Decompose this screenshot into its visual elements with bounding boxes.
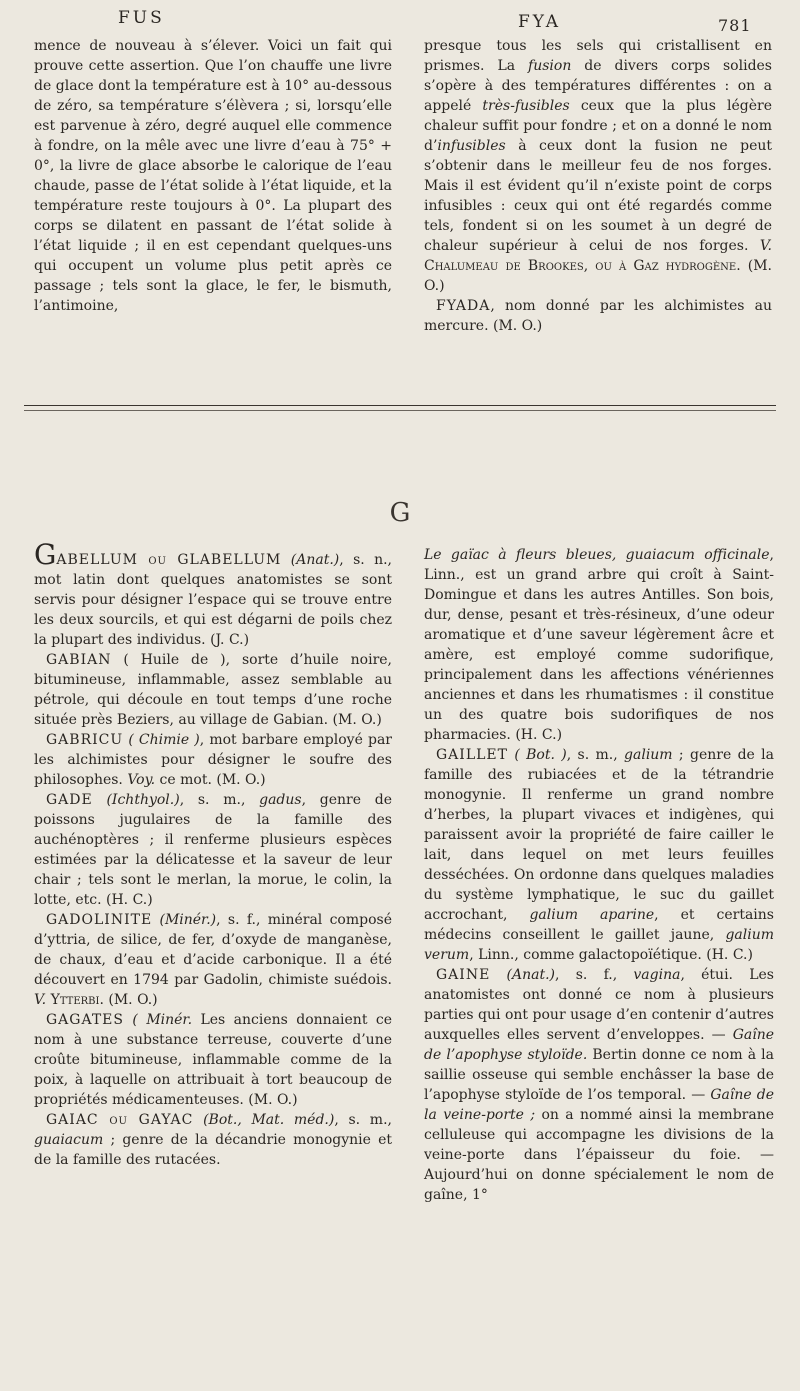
cross-reference: V.	[34, 992, 47, 1008]
entry-text: on a nommé ainsi la membrane celluleuse qui accompagne les divisions de la veine-porte dans l’épaisseur du foie. — Aujourd’hui on donne spécialement le nom de gaîne, 1°	[424, 1107, 774, 1203]
entry-text: , étui. Les anatomistes ont donné ce nom à plusieurs parties qui ont pour usage d’en contenir d’autres auxquelles elles servent d’enveloppes. —	[424, 967, 774, 1043]
text-run: Chalumeau de Brookes, ou à Gaz hydrogène. (M. O.)	[424, 258, 772, 294]
running-header-right	[400, 6, 800, 35]
latin-name: vagina	[633, 967, 681, 983]
text-run: ceux que la plus légère chaleur suffit pour fondre ; et on a donné le nom d’	[424, 98, 772, 154]
latin-name: galium	[624, 747, 673, 763]
entry-headword: GAILLET	[436, 747, 508, 763]
entry-text: , s. f.,	[555, 967, 634, 983]
top-right-column	[424, 36, 772, 336]
entry-text: , s. m.,	[334, 1112, 392, 1128]
entry-gaillet	[424, 745, 774, 965]
entry-text: ( Huile de ), sorte d’huile noire, bitumineuse, inflammable, assez semblable au pétrole, qui découle en tout temps d’une roche située près Beziers, au village de Gabian. (M. O.)	[34, 652, 392, 728]
entry-text: , mot barbare employé par les alchimistes pour désigner le soufre des philosophes.	[34, 732, 392, 788]
entry-text: Bertin donne ce nom à la saillie osseuse qui semble enchâsser la base de l’apophyse styloïde de l’os temporal. —	[424, 1047, 774, 1103]
entry-text: ; genre de la décandrie monogynie et de la famille des rutacées.	[34, 1132, 392, 1168]
entry-text: , genre de poissons jugulaires de la famille des auchénoptères ; il renferme plusieurs espèces estimées par la délicatesse et la saveur de leur chair ; tels sont le merlan, la morue, le colin, la lotte, etc. (H. C.)	[34, 792, 392, 908]
entry-domain: (Minér.)	[159, 912, 217, 928]
text-run: de divers corps solides s’opère à des températures différentes : on a appelé	[424, 58, 772, 114]
entry-gade	[34, 790, 392, 910]
italic-term: Le gaïac à fleurs bleues, guaiacum officinale	[424, 547, 770, 563]
entry-headword: GABRICU	[46, 732, 124, 748]
latin-name: guaiacum	[34, 1132, 104, 1148]
latin-name: galium aparine	[529, 907, 655, 923]
entry-domain: (Anat.)	[506, 967, 556, 983]
cross-reference: Voy.	[127, 772, 156, 788]
drop-initial: G	[34, 538, 57, 571]
italic-term: Gaîne de l’apophyse styloïde.	[424, 1027, 774, 1063]
entry-domain: ( Minér.	[132, 1012, 193, 1028]
latin-name: galium verum	[424, 927, 774, 963]
entry-gabellum	[34, 538, 392, 650]
entry-text: , s. f., minéral composé d’yttria, de silice, de fer, d’oxyde de manganèse, de chaux, d’eau et d’acide carbonique. Il a été découvert en 1794 par Gadolin, chimiste suédois.	[34, 912, 392, 988]
fusion-continuation-paragraph: mence de nouveau à s’élever. Voici un fait qui prouve cette assertion. Que l’on chauffe une livre de glace dont la température est à 10° au-dessous de zéro, sa température s’élèvera ; si, lorsqu’elle est parvenue à zéro, degré auquel elle commence à fondre, on la mêle avec une livre d’eau à 75° + 0°, la livre de glace absorbe le calorique de l’eau chaude, passe de l’état solide à l’état liquide, et la température reste toujours à 0°. La plupart des corps se dilatent en passant de l’état solide à l’état liquide ; il en est cependant quelques-uns qui occupent un volume plus petit après ce passage ; tels sont la glace, le fer, le bismuth, l’antimoine,	[34, 38, 392, 314]
bottom-left-column	[34, 538, 393, 1170]
entry-text: , nom donné par les alchimistes au mercure. (M. O.)	[424, 298, 772, 334]
right-header-title: FYA	[518, 12, 561, 32]
entry-text: , s. m.,	[179, 792, 260, 808]
entry-gaine	[424, 965, 774, 1205]
entry-text: , Linn., est un grand arbre qui croît à Saint-Domingue et dans les autres Antilles. Son bois, dur, dense, pesant et très-résineux, d’une odeur aromatique et d’une saveur légèrement âcre et amère, est employé comme sudorifique, principalement dans les affections vénériennes anciennes et dans les rhumatismes : il constitue un des quatre bois sudorifiques de nos pharmacies. (H. C.)	[424, 547, 774, 743]
page-number: 781	[718, 16, 752, 35]
entry-headword: GAGATES	[46, 1012, 124, 1028]
bottom-right-column	[424, 545, 774, 1205]
section-divider-thick	[24, 405, 776, 406]
entry-domain: ( Chimie )	[128, 732, 200, 748]
entry-text: , s. m.,	[566, 747, 625, 763]
entry-headword: GADE	[46, 792, 93, 808]
entry-headword: FYADA	[436, 298, 491, 314]
italic-term: Gaîne de la veine-porte ;	[424, 1087, 775, 1123]
entry-domain: ( Bot. )	[514, 747, 567, 763]
section-letter: G	[389, 498, 411, 528]
entry-gadolinite	[34, 910, 392, 1010]
entry-gabian	[34, 650, 392, 730]
section-divider-thin	[24, 410, 776, 411]
entry-headword: GAINE	[436, 967, 491, 983]
entry-text: ; genre de la famille des rubiacées et de la tétrandrie monogynie. Il renferme un grand nombre d’herbes, la plupart vivaces et indigènes, qui paraissent avoir la propriété de faire cailler le lait, dans lequel on met leurs feuilles desséchées. On ordonne dans quelques maladies du système lymphatique, le suc du gaillet accrochant,	[424, 747, 774, 923]
entry-gaiac	[34, 1110, 392, 1170]
gaiac-continuation	[424, 545, 774, 745]
latin-name: gadus	[259, 792, 302, 808]
entry-headword: GABIAN	[46, 652, 112, 668]
entry-text: Ytterbi. (M. O.)	[46, 992, 158, 1008]
entry-text: , Linn., comme galactopoïétique. (H. C.)	[469, 947, 753, 963]
text-run: presque tous les sels qui cristallisent en prismes. La	[424, 38, 772, 74]
entry-headword: GAIAC ou GAYAC	[46, 1112, 194, 1128]
fusion-end-paragraph	[424, 36, 772, 296]
entry-headword: ABELLUM ou GLABELLUM	[56, 552, 282, 568]
entry-domain: (Bot., Mat. méd.)	[203, 1112, 335, 1128]
entry-text: Les anciens donnaient ce nom à une substance terreuse, couverte d’une croûte bitumineuse, inflammable comme de la poix, à laquelle on attribuait à tort beaucoup de propriétés médicamenteuses. (M. O.)	[34, 1012, 393, 1108]
italic-term: infusibles	[437, 138, 506, 154]
running-header-left	[0, 6, 400, 32]
italic-term: très-fusibles	[482, 98, 570, 114]
entry-fyada	[424, 296, 772, 336]
entry-domain: (Anat.)	[290, 552, 340, 568]
entry-headword: GADOLINITE	[46, 912, 153, 928]
entry-text: ce mot. (M. O.)	[155, 772, 266, 788]
entry-text: , et certains médecins conseillent le gaillet jaune,	[424, 907, 774, 943]
text-run: à ceux dont la fusion ne peut s’obtenir dans le meilleur feu de nos forges. Mais il est évident qu’il n’existe point de corps infusibles : ceux qui ont été regardés comme tels, fondent si on les soumet à un degré de chaleur supérieur à celui de nos forges.	[424, 138, 772, 254]
left-header-title: FUS	[118, 8, 165, 28]
italic-term: fusion	[528, 58, 572, 74]
cross-reference: V.	[759, 238, 772, 254]
entry-gabricu	[34, 730, 392, 790]
top-left-column	[34, 36, 392, 316]
entry-text: , s. n., mot latin dont quelques anatomistes se sont servis pour désigner l’espace qui se trouve entre les deux sourcils, et qui est dégarni de poils chez la plupart des individus. (J. C.)	[34, 552, 392, 648]
entry-gagates	[34, 1010, 392, 1110]
entry-domain: (Ichthyol.)	[106, 792, 180, 808]
